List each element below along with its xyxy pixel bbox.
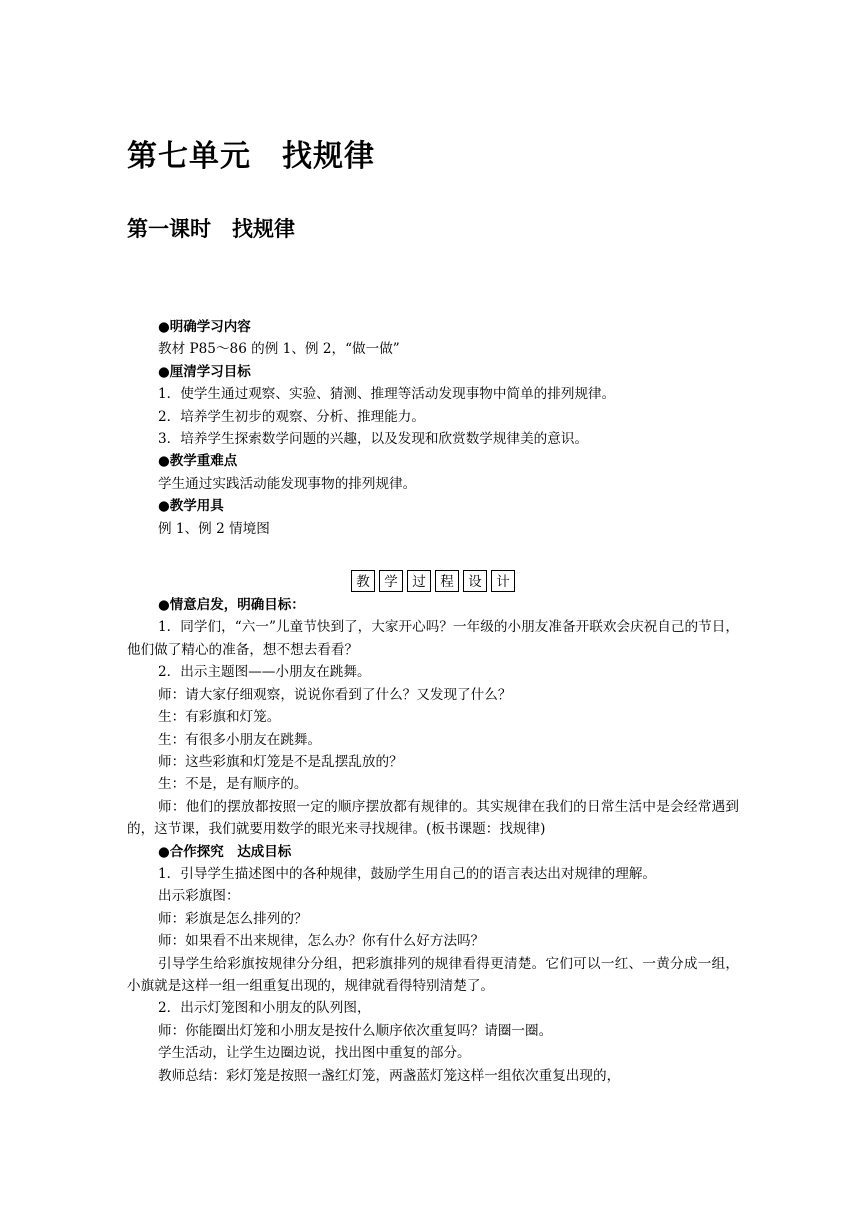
- paragraph: 师：彩旗是怎么排列的？: [158, 910, 308, 927]
- unit-title: 第七单元 找规律: [127, 139, 375, 174]
- paragraph: 教师总结：彩灯笼是按照一盏红灯笼，两盏蓝灯笼这样一组依次重复出现的，: [158, 1067, 621, 1084]
- paragraph: 学生活动，让学生边圈边说，找出图中重复的部分。: [158, 1045, 471, 1062]
- key-point-line: 学生通过实践活动能发现事物的排列规律。: [158, 475, 417, 492]
- paragraph: 师：这些彩旗和灯笼是不是乱摆乱放的？: [158, 753, 403, 770]
- section-heading: ●教学重难点: [158, 453, 238, 470]
- paragraph: 2．出示主题图——小朋友在跳舞。: [158, 664, 371, 681]
- paragraph: 生：不是，是有顺序的。: [158, 776, 308, 793]
- paragraph: 生：有彩旗和灯笼。: [158, 709, 281, 726]
- document-body: [127, 316, 739, 1087]
- design-char: 设: [463, 570, 487, 592]
- paragraph: 2．出示灯笼图和小朋友的队列图，: [158, 1000, 371, 1017]
- paragraph: 师：他们的摆放都按照一定的顺序摆放都有规律的。其实规律在我们的日常生活中是会经常遇到的，这节课，我们就要用数学的眼光来寻找规律。(板书课题：找规律): [127, 798, 739, 838]
- paragraph: 师：请大家仔细观察，说说你看到了什么？又发现了什么？: [158, 686, 512, 703]
- design-title-box: [127, 570, 739, 592]
- paragraph: 引导学生给彩旗按规律分分组，把彩旗排列的规律看得更清楚。它们可以一红、一黄分成一组，小旗就是这样一组一组重复出现的，规律就看得特别清楚了。: [127, 955, 739, 994]
- paragraph: 师：你能圈出灯笼和小朋友是按什么顺序依次重复吗？请圈一圈。: [158, 1022, 553, 1039]
- section-heading: ●教学用具: [158, 498, 224, 515]
- section-heading: ●情意启发，明确目标：: [158, 597, 305, 614]
- design-char: 过: [407, 570, 431, 592]
- paragraph: 生：有很多小朋友在跳舞。: [158, 731, 322, 748]
- paragraph: 1．同学们，“六一”儿童节快到了，大家开心吗？一年级的小朋友准备开联欢会庆祝自己的节日，他们做了精心的准备，想不想去看看？: [127, 619, 739, 658]
- section-heading: ●厘清学习目标: [158, 363, 251, 380]
- section-heading: ●合作探究 达成目标: [158, 843, 292, 860]
- design-char: 教: [351, 570, 375, 592]
- design-char: 计: [491, 570, 515, 592]
- paragraph: 师：如果看不出来规律，怎么办？你有什么好方法吗？: [158, 933, 485, 950]
- goal-line: 3．培养学生探索数学问题的兴趣，以及发现和欣赏数学规律美的意识。: [158, 431, 589, 448]
- goal-line: 2．培养学生初步的观察、分析、推理能力。: [158, 408, 425, 425]
- lesson-title: 第一课时 找规律: [127, 217, 295, 241]
- paragraph: 出示彩旗图：: [158, 888, 240, 905]
- design-char: 学: [379, 570, 403, 592]
- section-heading: ●明确学习内容: [158, 319, 251, 335]
- goal-line: 1．使学生通过观察、实验、猜测、推理等活动发现事物中简单的排列规律。: [158, 386, 616, 403]
- paragraph: 1．引导学生描述图中的各种规律，鼓励学生用自己的的语言表达出对规律的理解。: [158, 865, 657, 882]
- textbook-line: 教材 P85～86 的例 1、例 2，“做一做”: [158, 341, 400, 358]
- tools-line: 例 1、例 2 情境图: [158, 520, 270, 537]
- design-char: 程: [435, 570, 459, 592]
